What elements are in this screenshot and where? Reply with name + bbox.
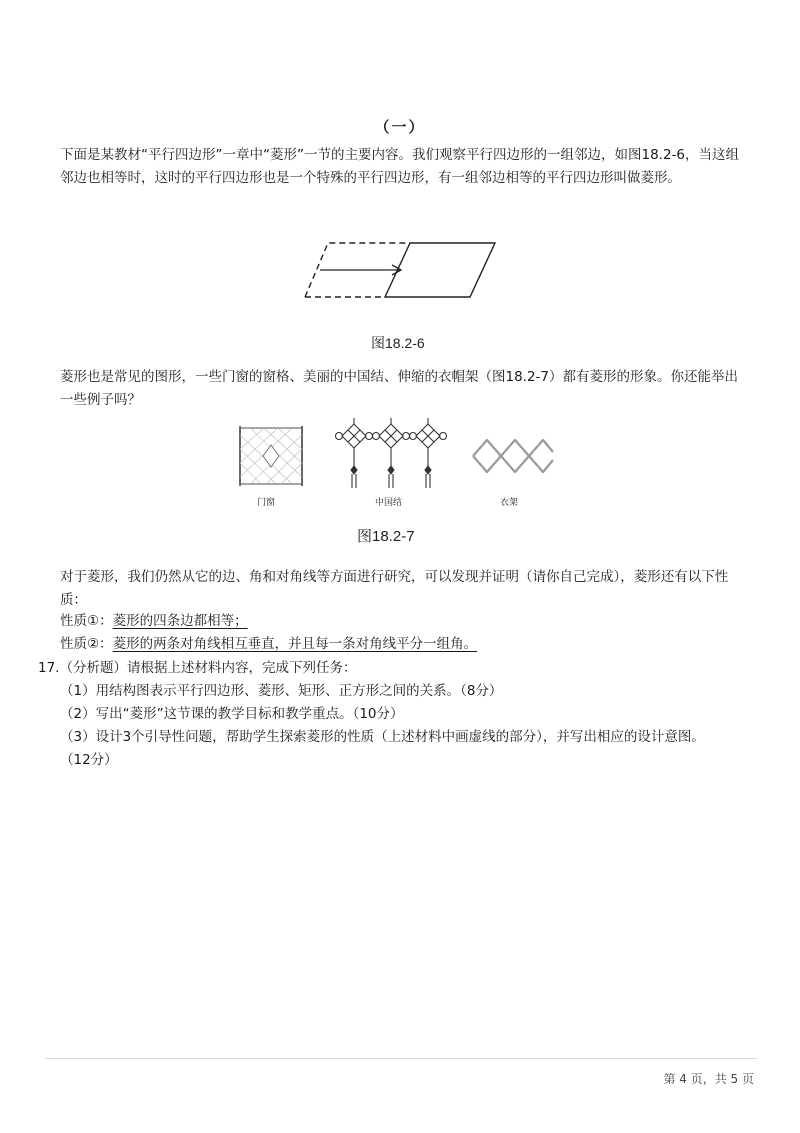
clothes-rack-label: 衣架: [500, 498, 519, 508]
task-3-score: （12分）: [60, 752, 118, 768]
task-3: （3）设计3个引导性问题，帮助学生探索菱形的性质（上述材料中画虚线的部分），并写出相应的设计意图。: [60, 729, 705, 745]
property-1-text: 菱形的四条边都相等；: [112, 613, 248, 629]
question-17-stem: 17.（分析题）请根据上述材料内容，完成下列任务：: [38, 660, 357, 676]
examples-paragraph: 菱形也是常见的图形，一些门窗的窗格、美丽的中国结、伸缩的衣帽架（图18.2-7）都有菱形的形象。你还能举出一些例子吗？: [60, 369, 739, 408]
figure-2-caption: 图18.2-7: [357, 528, 415, 545]
task-1: （1）用结构图表示平行四边形、菱形、矩形、正方形之间的关系。（8分）: [60, 683, 503, 699]
window-label: 门窗: [257, 498, 276, 508]
clothes-rack-illustration: [470, 436, 556, 476]
property-1: [60, 610, 248, 633]
properties-intro: 对于菱形，我们仍然从它的边、角和对角线等方面进行研究，可以发现并证明（请你自己完成），菱形还有以下性质：: [60, 569, 729, 608]
property-2: [60, 633, 477, 656]
figure-1-caption: 图18.2-6: [371, 335, 425, 351]
property-2-text: 菱形的两条对角线相互垂直，并且每一条对角线平分一组角。: [112, 636, 478, 652]
chinese-knot-label: 中国结: [375, 498, 403, 508]
property-2-prefix: 性质②：: [60, 636, 113, 652]
chinese-knot-illustration: [336, 418, 446, 490]
intro-paragraph: 下面是某教材“平行四边形”一章中“菱形”一节的主要内容。我们观察平行四边形的一组邻边，如图18.2-6，当这组邻边也相等时，这时的平行四边形也是一个特殊的平行四边形，有一组邻边相等的平行四边形叫做菱形。: [60, 147, 739, 186]
window-lattice-illustration: [236, 425, 306, 487]
section-title: （一）: [374, 118, 426, 136]
page-number: 第 4 页，共 5 页: [663, 1072, 754, 1086]
property-1-prefix: 性质①：: [60, 613, 113, 629]
task-2: （2）写出“菱形”这节课的教学目标和教学重点。（10分）: [60, 706, 404, 722]
figure-parallelogram-translation: [300, 235, 500, 305]
footer-divider: [45, 1058, 757, 1059]
